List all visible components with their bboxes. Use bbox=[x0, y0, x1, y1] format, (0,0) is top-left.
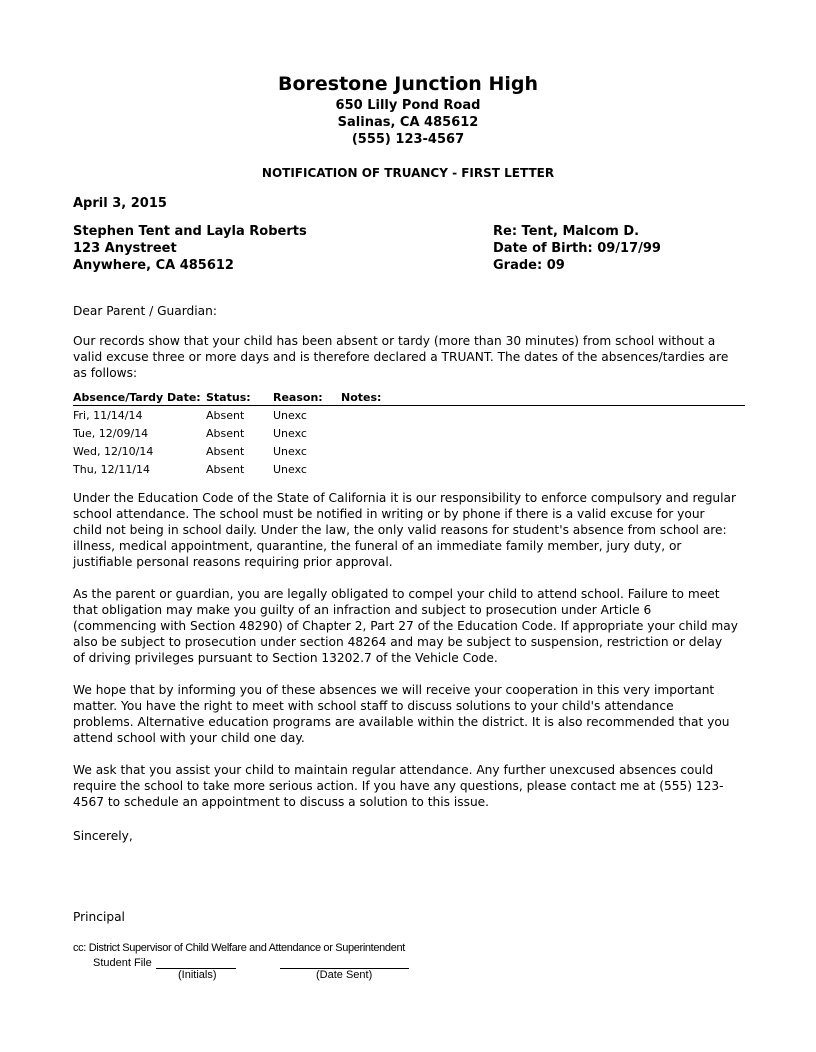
text-line: of driving privileges pursuant to Section 13202.7 of the Vehicle Code. bbox=[73, 651, 498, 665]
letter-title: NOTIFICATION OF TRUANCY - FIRST LETTER bbox=[261, 166, 555, 180]
attendance-request-paragraph bbox=[73, 762, 741, 810]
cell-date: Fri, 11/14/14 bbox=[73, 409, 143, 422]
text-line: that obligation may make you guilty of an infraction and subject to prosecution under Article 6 bbox=[73, 603, 652, 617]
letter-date: April 3, 2015 bbox=[73, 196, 167, 211]
cell-status: Absent bbox=[206, 445, 245, 458]
initials-label: (Initials) bbox=[178, 969, 217, 981]
cell-status: Absent bbox=[206, 463, 245, 476]
text-line: school attendance. The school must be notified in writing or by phone if there is a valid excuse for your bbox=[73, 507, 705, 521]
text-line: 4567 to schedule an appointment to discuss a solution to this issue. bbox=[73, 795, 490, 809]
text-line: matter. You have the right to meet with school staff to discuss solutions to your child's attendance bbox=[73, 699, 674, 713]
cell-reason: Unexc bbox=[273, 463, 307, 476]
cc-student-file: Student File bbox=[93, 957, 152, 969]
text-line: (commencing with Section 48290) of Chapter 2, Part 27 of the Education Code. If appropriate your child may bbox=[73, 619, 738, 633]
cell-status: Absent bbox=[206, 409, 245, 422]
legal-obligation-paragraph bbox=[73, 586, 741, 666]
cell-date: Wed, 12/10/14 bbox=[73, 445, 154, 458]
text-line: problems. Alternative education programs are available within the district. It is also recommended that you bbox=[73, 715, 730, 729]
text-line: We hope that by informing you of these absences we will receive your cooperation in this very important bbox=[73, 683, 715, 697]
text-line: also be subject to prosecution under section 48264 and may be subject to suspension, restriction or delay bbox=[73, 635, 723, 649]
text-line: Under the Education Code of the State of California it is our responsibility to enforce compulsory and regular bbox=[73, 491, 737, 505]
text-line: As the parent or guardian, you are legally obligated to compel your child to attend school. Failure to meet bbox=[73, 587, 720, 601]
recipient-city: Anywhere, CA 485612 bbox=[73, 258, 234, 273]
text-line: illness, medical appointment, quarantine, the funeral of an immediate family member, jury duty, or bbox=[73, 539, 682, 553]
text-line: justifiable personal reasons requiring prior approval. bbox=[73, 555, 393, 569]
col-header-notes: Notes: bbox=[341, 391, 382, 404]
education-code-paragraph bbox=[73, 490, 741, 570]
salutation: Dear Parent / Guardian: bbox=[73, 304, 217, 318]
student-grade: Grade: 09 bbox=[493, 258, 565, 273]
cell-reason: Unexc bbox=[273, 427, 307, 440]
text-line: child not being in school daily. Under the law, the only valid reasons for student's absence from school are: bbox=[73, 523, 727, 537]
school-address-line2: Salinas, CA 485612 bbox=[337, 115, 479, 130]
school-name: Borestone Junction High bbox=[278, 73, 538, 95]
school-phone: (555) 123-4567 bbox=[351, 132, 465, 147]
cooperation-paragraph bbox=[73, 682, 741, 746]
student-re: Re: Tent, Malcom D. bbox=[493, 224, 640, 239]
cell-date: Thu, 12/11/14 bbox=[73, 463, 151, 476]
signature-title: Principal bbox=[73, 910, 125, 924]
cell-reason: Unexc bbox=[273, 445, 307, 458]
col-header-date: Absence/Tardy Date: bbox=[73, 391, 201, 404]
text-line: valid excuse three or more days and is therefore declared a TRUANT. The dates of the absences/tardies are bbox=[73, 350, 729, 364]
col-header-reason: Reason: bbox=[273, 391, 323, 404]
col-header-status: Status: bbox=[206, 391, 251, 404]
recipient-street: 123 Anystreet bbox=[73, 241, 177, 256]
text-line: require the school to take more serious action. If you have any questions, please contact me at (555) 123- bbox=[73, 779, 724, 793]
text-line: Our records show that your child has been absent or tardy (more than 30 minutes) from school without a bbox=[73, 334, 716, 348]
closing: Sincerely, bbox=[73, 829, 133, 843]
date-sent-label: (Date Sent) bbox=[316, 969, 373, 981]
student-dob: Date of Birth: 09/17/99 bbox=[493, 241, 661, 256]
cell-status: Absent bbox=[206, 427, 245, 440]
text-line: We ask that you assist your child to maintain regular attendance. Any further unexcused absences could bbox=[73, 763, 714, 777]
cell-reason: Unexc bbox=[273, 409, 307, 422]
text-line: as follows: bbox=[73, 366, 138, 380]
table-rule bbox=[73, 405, 745, 406]
text-line: attend school with your child one day. bbox=[73, 731, 305, 745]
cell-date: Tue, 12/09/14 bbox=[73, 427, 149, 440]
recipient-name: Stephen Tent and Layla Roberts bbox=[73, 224, 307, 239]
school-address-line1: 650 Lilly Pond Road bbox=[335, 98, 481, 113]
cc-line: cc: District Supervisor of Child Welfare and Attendance or Superintendent bbox=[73, 942, 405, 954]
intro-paragraph bbox=[73, 333, 741, 381]
